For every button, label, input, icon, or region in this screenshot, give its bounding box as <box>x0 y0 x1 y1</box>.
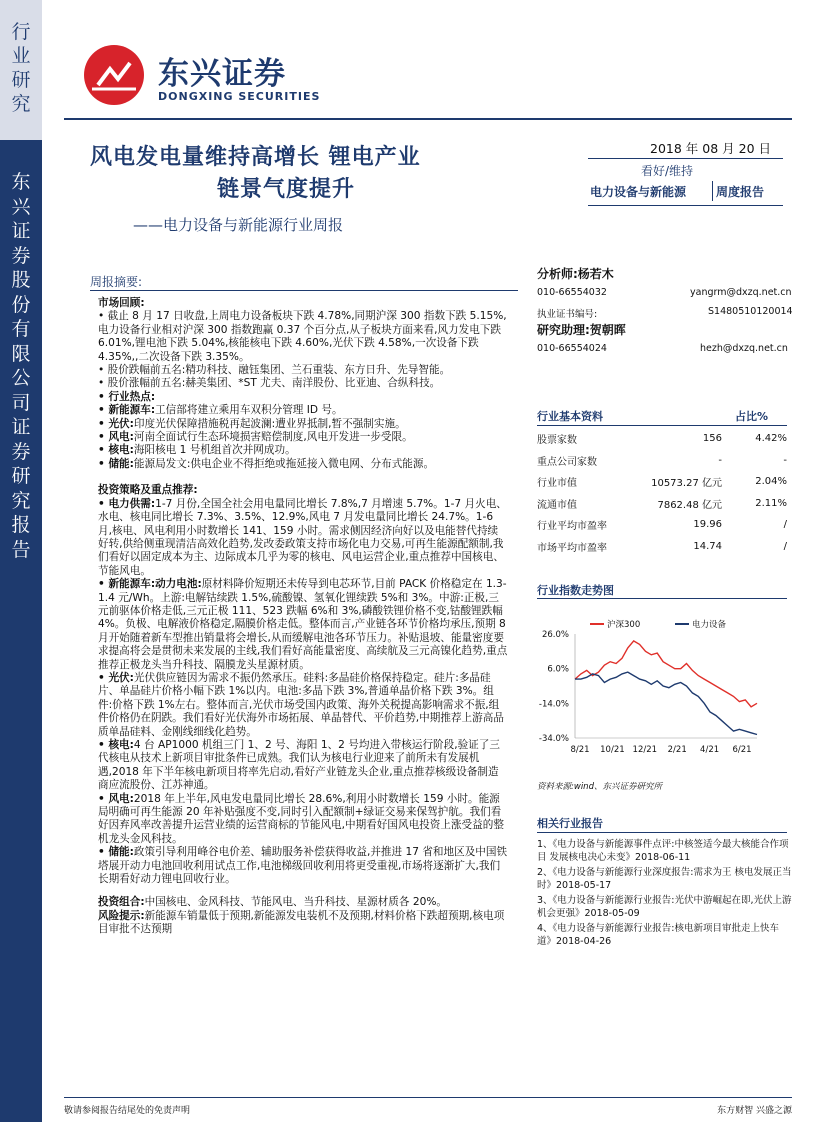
related-report-item[interactable]: 4、《电力设备与新能源行业报告:核电新项目审批走上快车道》2018-04-26 <box>537 923 779 947</box>
analyst-email[interactable]: yangrm@dxzq.net.cn <box>690 287 792 298</box>
footer-slogan: 东方财智 兴盛之源 <box>717 1106 792 1116</box>
x-tick-label: 12/21 <box>632 745 658 755</box>
legend-label: 沪深300 <box>607 620 641 630</box>
related-divider <box>537 832 787 833</box>
stats-row <box>537 493 787 515</box>
strategy-item: • 储能:政策引导利用峰谷电价差、辅助服务补偿获得收益,并推进 17 省和地区及中国铁塔展开动力电池回收利用试点工作,电池梯级回收利用将更受重视,市场将逐渐扩大,我们长期看好动力锂电回收行业。 <box>98 846 508 886</box>
stats-ratio: - <box>783 454 787 466</box>
analyst-name: 分析师:杨若木 <box>537 267 614 281</box>
rating-separator <box>712 181 713 201</box>
stats-ratio: / <box>783 519 787 531</box>
stats-row <box>537 536 787 558</box>
assistant-name: 研究助理:贺朝晖 <box>537 323 626 337</box>
stats-label: 行业市值 <box>537 478 577 490</box>
strategy-title: 投资策略及重点推荐: <box>98 484 198 497</box>
y-tick-label: 6.0% <box>547 664 569 675</box>
x-tick-label: 2/21 <box>667 745 687 755</box>
sidebar-bottom-band <box>0 140 42 1122</box>
stats-divider <box>537 425 787 426</box>
analyst-phone: 010-66554032 <box>537 287 607 298</box>
strategy-item: • 光伏:光伏供应链因为需求不振仍然承压。硅料:多晶硅价格保持稳定。硅片:多晶硅片、单晶硅片价格小幅下跌 1%以内。电池:多晶下跌 3%,普通单晶价格下跌 3%。组件:价格下跌 1%左右。整体而言,光伏市场受国内政策、海外关税提高影响需求不振,组件价格仍在阴跌。我们看好光伏海外市场拓展、单晶替代、平价趋势,中期推荐上游高品质单晶硅料、金刚线细线化趋势。 <box>98 671 504 738</box>
y-tick-label: 26.0% <box>541 630 569 640</box>
hot-topic-item: • 风电:河南全面试行生态环境损害赔偿制度,风电开发进一步受限。 <box>98 431 413 444</box>
strategy-item: • 核电:4 台 AP1000 机组三门 1、2 号、海阳 1、2 号均进入带核运行阶段,验证了三代核电从技术上新项目审批条件已成熟。我们认为核电行业迎来了前所未有发展机遇,2018 年下半年核电新项目将率先启动,看好产业链龙头企业,重点推荐核级设备制造商应流股份、江苏神通。 <box>98 739 500 792</box>
assistant-phone: 010-66554024 <box>537 343 607 354</box>
x-tick-label: 4/21 <box>700 745 720 755</box>
report-subtitle: ——电力设备与新能源行业周报 <box>133 216 344 234</box>
legend-label: 电力设备 <box>692 620 727 630</box>
stats-label: 行业平均市盈率 <box>537 521 607 533</box>
company-name: 东兴证券 <box>158 56 286 92</box>
stats-row <box>537 428 787 450</box>
stats-label: 市场平均市盈率 <box>537 542 607 554</box>
cert-number: S1480510120014 <box>708 306 793 317</box>
x-tick-label: 8/21 <box>570 745 590 755</box>
stats-label: 流通市值 <box>537 499 577 511</box>
stats-row <box>537 450 787 472</box>
stats-value: 7862.48 亿元 <box>657 499 722 511</box>
related-report-item[interactable]: 1、《电力设备与新能源事件点评:中核签适今最大核能合作项目 发展核电决心未变》2018-06-11 <box>537 839 789 863</box>
hot-topic-item: • 储能:能源局发文:供电企业不得拒绝或拖延接入微电网、分布式能源。 <box>98 457 435 470</box>
company-logo-icon <box>84 45 144 105</box>
summary-heading: 周报摘要: <box>90 275 143 289</box>
x-tick-label: 10/21 <box>600 745 625 755</box>
cert-label: 执业证书编号: <box>537 309 598 320</box>
summary-divider <box>90 290 518 291</box>
y-tick-label: -34.0% <box>538 734 569 744</box>
related-report-item[interactable]: 2、《电力设备与新能源行业深度报告:需求为王 核电发展正当时》2018-05-17 <box>537 867 792 891</box>
stats-ratio: 2.11% <box>755 497 787 509</box>
report-category-label: 行业研究 <box>11 21 31 115</box>
y-tick-label: -14.0% <box>538 699 569 710</box>
chart-divider <box>537 598 787 599</box>
assistant-email[interactable]: hezh@dxzq.net.cn <box>700 343 788 354</box>
strategy-item: • 风电:2018 年上半年,风电发电量同比增长 28.6%,利用小时数增长 159 小时。能源局明确可再生能源 20 年补贴强度不变,同时引入配额制+绿证交易来保驾护航。我们看好因弃风率改善提升运营业绩的运营商标的节能风电,中期看好国风电投资上涨受益的整机龙头金风科技。 <box>98 792 504 845</box>
sidebar-top-band <box>0 0 42 140</box>
footer <box>64 1103 792 1116</box>
stats-value: 14.74 <box>693 540 722 552</box>
stats-value: 10573.27 亿元 <box>651 478 722 490</box>
related-list <box>537 838 792 948</box>
report-title-line1: 风电发电量维持高增长 锂电产业 <box>90 145 421 170</box>
market-review-p1: • 截止 8 月 17 日收盘,上周电力设备板块下跌 4.78%,同期沪深 300 指数下跌 5.15%,电力设备行业相对沪深 300 指数跑赢 0.37 个百分点,从子板块方面来看,风力发电下跌 6.01%,锂电池下跌 5.04%,核能核电下跌 4.60%,光伏下跌 4.58%,一次设备下跌 4.35%,,二次设备下跌 3.35%。 <box>98 310 507 363</box>
stats-value: 156 <box>702 433 722 445</box>
related-title: 相关行业报告 <box>537 817 603 830</box>
series-line-hs300 <box>575 641 757 707</box>
chart-title: 行业指数走势图 <box>537 584 614 597</box>
stats-ratio: / <box>783 540 787 552</box>
company-name-en: DONGXING SECURITIES <box>158 90 321 103</box>
portfolio-line: 投资组合:中国核电、金风科技、节能风电、当升科技、星源材质各 20%。 <box>98 896 447 909</box>
hot-topic-item: • 新能源车:工信部将建立乘用车双积分管理 ID 号。 <box>98 404 343 417</box>
summary-body <box>98 297 508 937</box>
rating-label: 看好/维持 <box>641 164 694 178</box>
hot-topic-item: • 核电:海阳核电 1 号机组首次并网成功。 <box>98 444 296 457</box>
market-review-title: 市场回顾: <box>98 297 145 309</box>
strategy-item: • 电力供需:1-7 月份,全国全社会用电量同比增长 7.8%,7 月增速 5.7%。1-7 月火电、水电、核电同比增长 7.3%、3.5%、12.9%,风电 7 月发电量同比增长 24.7%。1-6 月,核电、风电利用小时数增长 141、159 小时。需求侧因经济向好以及电能替代持续好转,供给侧重现清洁高效化趋势,发改委政策支持市场化电力交易,可再生能源配额制,我们看好以固定成本为主、边际成本几乎为零的核电、风电运营企业,重点推荐中国核电、节能风电。 <box>98 497 507 577</box>
market-review-p3: • 股价涨幅前五名:赫美集团、*ST 尤夫、南洋股份、比亚迪、合纵科技。 <box>98 377 441 390</box>
chart-source: 资料来源:wind、东兴证券研究所 <box>537 782 662 792</box>
report-title-line2: 链景气度提升 <box>217 177 356 202</box>
stats-row <box>537 514 787 536</box>
index-chart <box>535 612 785 782</box>
stats-value: 19.96 <box>693 519 722 531</box>
stats-label: 重点公司家数 <box>537 456 597 468</box>
company-label: 东兴证券股份有限公司证券研究报告 <box>11 171 31 561</box>
related-report-item[interactable]: 3、《电力设备与新能源行业报告:光伏中游崛起在即,光伏上游机会更强》2018-05-09 <box>537 895 792 919</box>
risk-line: 风险提示:新能源车销量低于预期,新能源发电装机不及预期,材料价格下跌超预期,核电项目审批不达预期 <box>98 909 505 936</box>
sector-label: 电力设备与新能源 <box>590 185 687 199</box>
header-divider <box>64 118 792 120</box>
strategy-item: • 新能源车:动力电池:原材料降价短期还未传导到电芯环节,目前 PACK 价格稳定在 1.3-1.4 元/Wh。上游:电解钴续跌 1.5%,硫酸镍、氢氧化锂续跌 5%和 3%。中游:正极,三元前驱体价格走低,三元正极 111、523 跌幅 6%和 3%,磷酸铁锂价格不变,钴酸锂跌幅 4%。负极、电解液价格稳定,隔膜价格走低。整体而言,产业链各环节价格均承压,预期 8 月开始随着新车型推出销量将会增长,从而缓解电池各环节压力。补贴退坡、能量密度要求提高将会是贯彻未来发展的主线,我们看好高能量密度、高续航及三元高镍化趋势,重点推荐正极龙头当升科技、隔膜龙头星源材质。 <box>98 578 508 671</box>
footer-disclaimer: 敬请参阅报告结尾处的免责声明 <box>64 1106 191 1116</box>
stats-ratio: 4.42% <box>755 433 787 445</box>
stats-ratio-header: 占比% <box>735 410 769 423</box>
stats-row <box>537 471 787 493</box>
hot-topic-item: • 光伏:印度光伏保障措施税再起波澜:遭业界抵制,暂不强制实施。 <box>98 417 406 430</box>
stats-label: 股票家数 <box>537 435 577 447</box>
stats-ratio: 2.04% <box>755 476 787 488</box>
report-date: 2018 年 08 月 20 日 <box>650 141 771 156</box>
stats-table <box>537 428 787 557</box>
series-line-power-equipment <box>575 672 757 734</box>
x-tick-label: 6/21 <box>732 745 752 755</box>
hot-topics-title: • 行业热点: <box>98 390 156 403</box>
market-review-p2: • 股价跌幅前五名:精功科技、融钰集团、兰石重装、东方日升、先导智能。 <box>98 364 451 377</box>
footer-divider <box>64 1097 792 1098</box>
stats-title: 行业基本资料 <box>537 410 603 423</box>
report-type-label: 周度报告 <box>716 185 765 199</box>
index-chart-svg <box>535 612 785 782</box>
stats-value: - <box>718 454 722 466</box>
